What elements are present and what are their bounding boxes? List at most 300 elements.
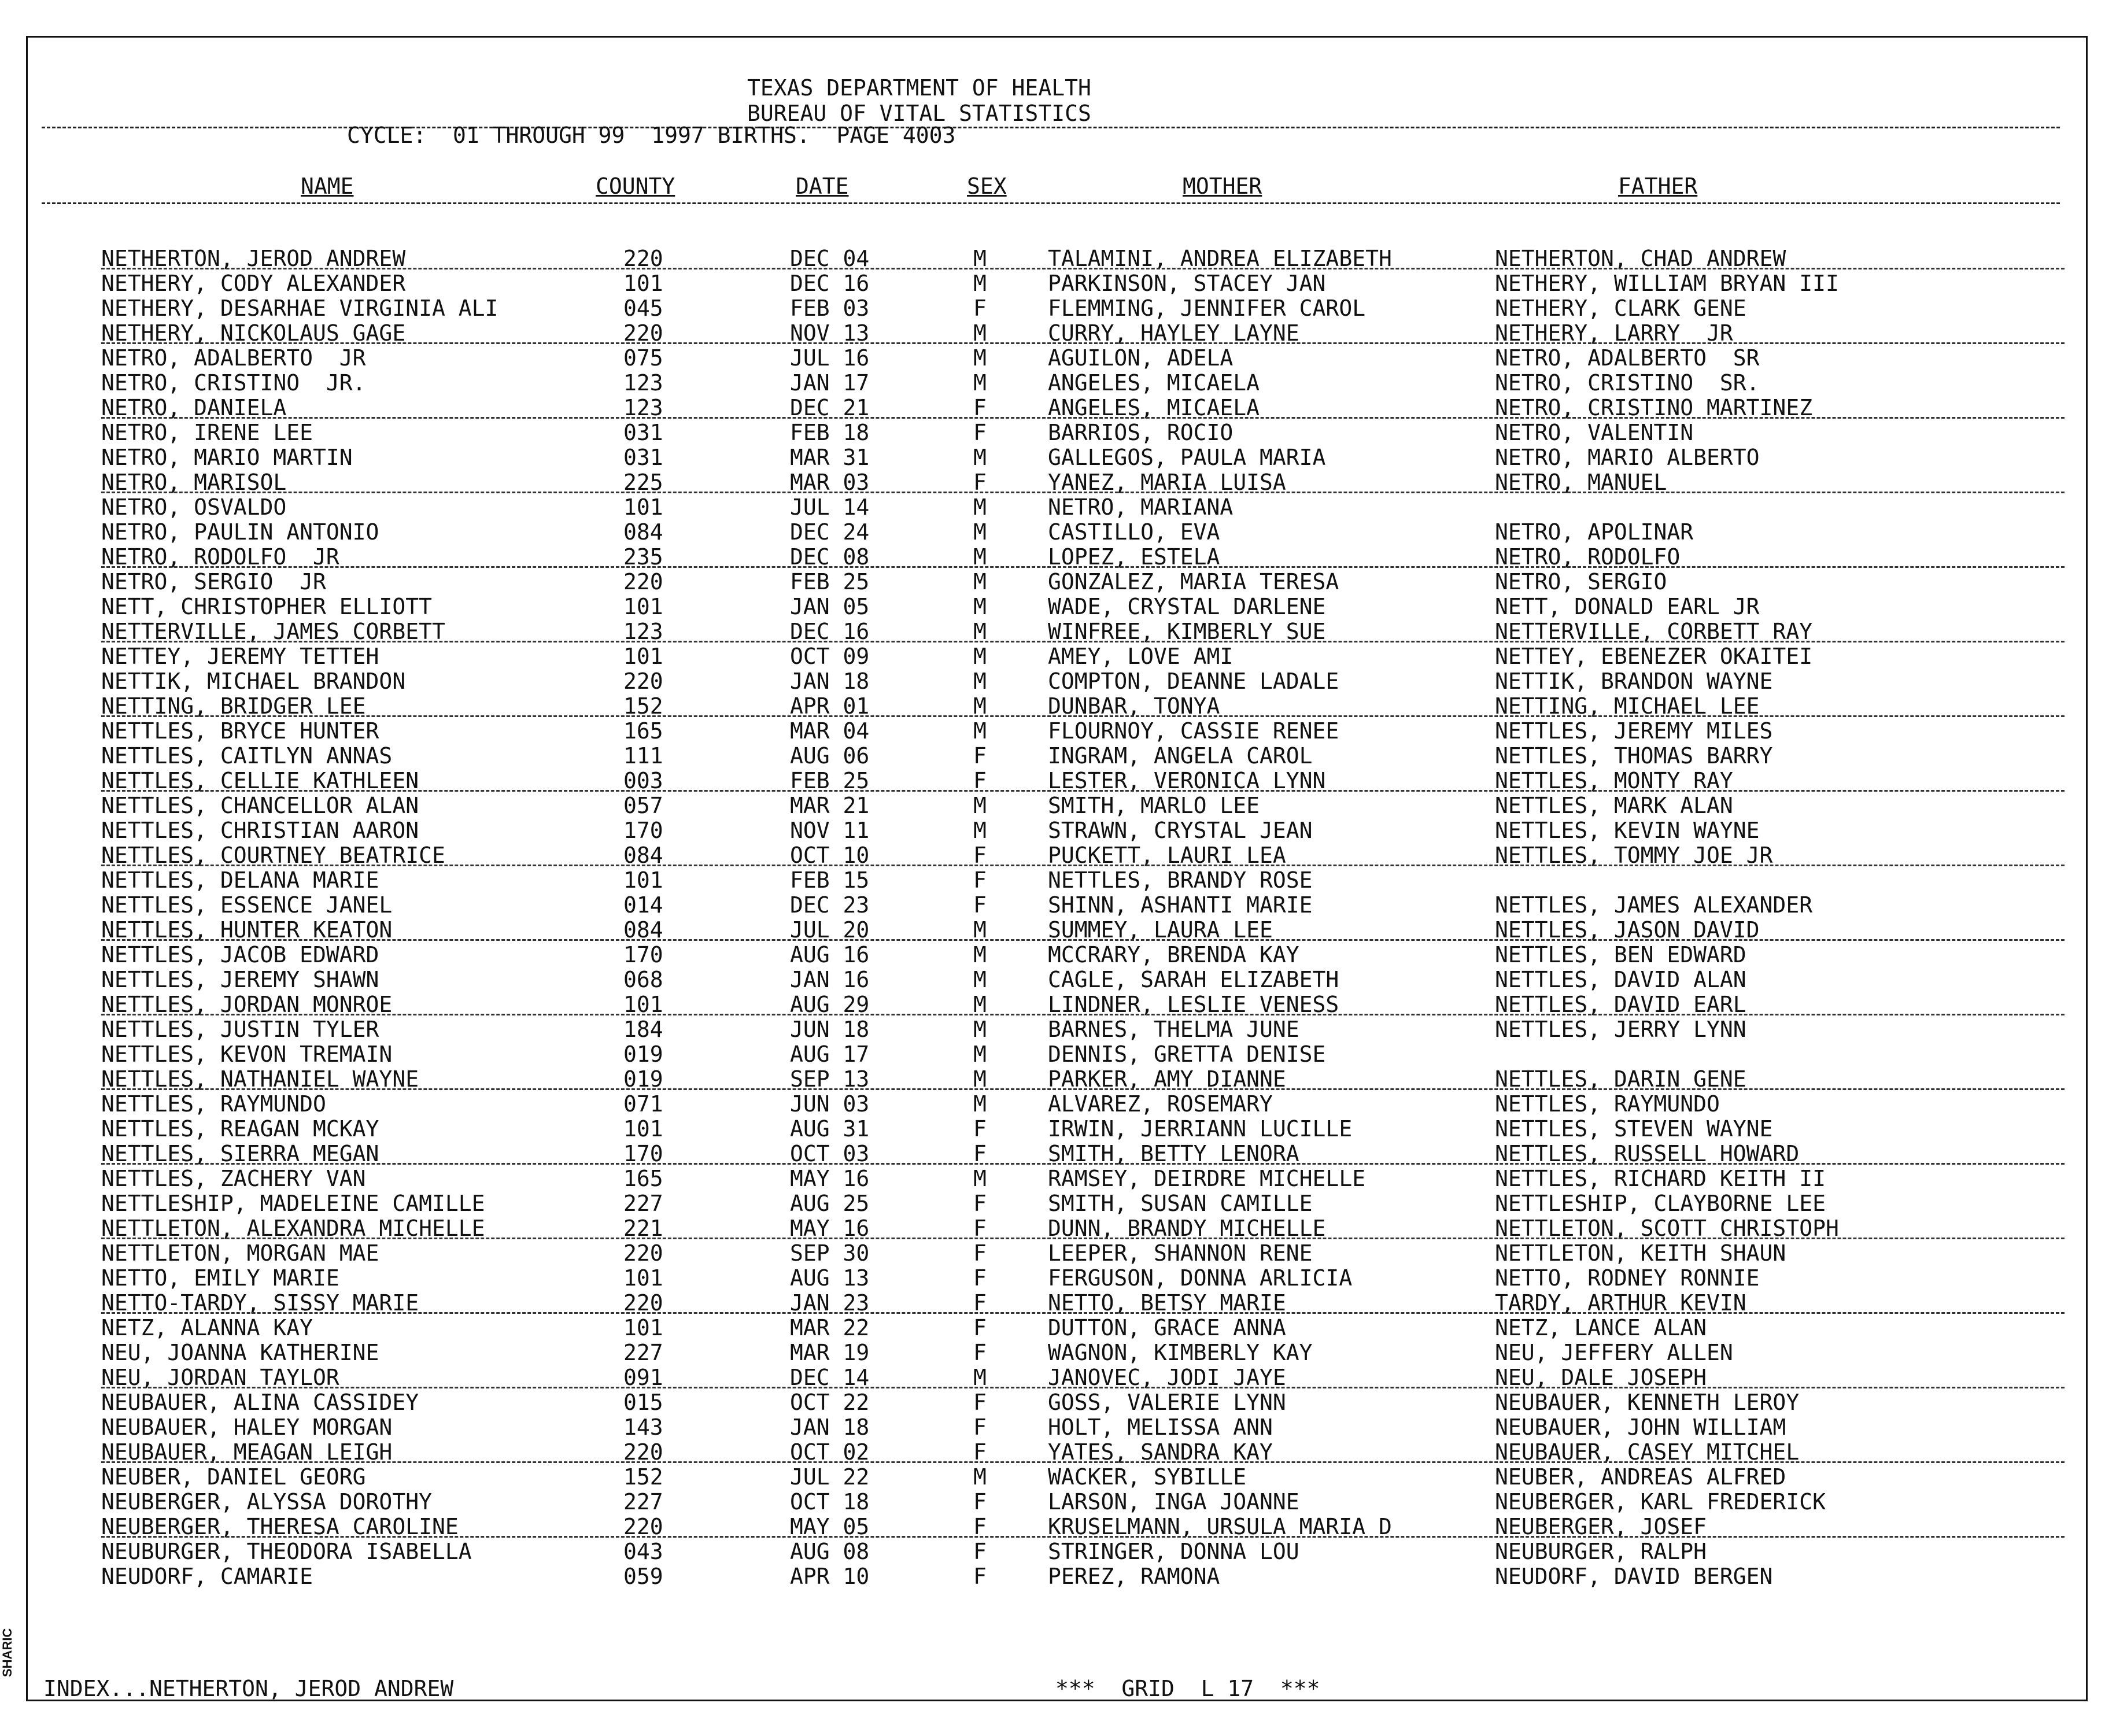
- record-date: AUG 17: [790, 1041, 870, 1067]
- record-father: NETTLES, KEVIN WAYNE: [1495, 818, 1760, 843]
- record-father: NETTLES, DARIN GENE: [1495, 1066, 1746, 1092]
- record-mother: MCCRARY, BRENDA KAY: [1048, 942, 1299, 967]
- record-mother: GALLEGOS, PAULA MARIA: [1048, 445, 1326, 470]
- record-father: NETTIK, BRANDON WAYNE: [1495, 668, 1773, 694]
- record-date: DEC 21: [790, 395, 870, 420]
- record-sex: M: [973, 544, 987, 570]
- record-name: NETTLES, CHRISTIAN AARON: [101, 818, 419, 843]
- record-mother: YANEZ, MARIA LUISA: [1048, 470, 1286, 495]
- record-county: 101: [623, 1265, 663, 1291]
- record-mother: WADE, CRYSTAL DARLENE: [1048, 594, 1326, 619]
- record-mother: JANOVEC, JODI JAYE: [1048, 1365, 1286, 1390]
- column-header-father: FATHER: [1618, 173, 1698, 199]
- record-father: NETTLES, RAYMUNDO: [1495, 1091, 1720, 1117]
- record-row: [0, 1440, 2105, 1465]
- record-mother: STRINGER, DONNA LOU: [1048, 1539, 1299, 1564]
- record-county: 101: [623, 1315, 663, 1340]
- record-name: NETTLES, BRYCE HUNTER: [101, 718, 379, 744]
- record-county: 123: [623, 395, 663, 420]
- record-father: NETRO, CRISTINO SR.: [1495, 370, 1760, 396]
- record-sex: M: [973, 619, 987, 644]
- record-county: 221: [623, 1216, 663, 1241]
- record-father: NETTLES, RUSSELL HOWARD: [1495, 1141, 1800, 1166]
- record-row: [0, 719, 2105, 744]
- record-date: DEC 04: [790, 246, 870, 271]
- record-row: [0, 1515, 2105, 1539]
- record-name: NETTLES, JACOB EDWARD: [101, 942, 379, 967]
- record-mother: CURRY, HAYLEY LAYNE: [1048, 320, 1299, 346]
- record-sex: F: [973, 470, 987, 495]
- record-father: NETTLETON, SCOTT CHRISTOPH: [1495, 1216, 1839, 1241]
- record-father: NETTEY, EBENEZER OKAITEI: [1495, 644, 1813, 669]
- record-county: 111: [623, 743, 663, 769]
- record-sex: M: [973, 1365, 987, 1390]
- record-father: NETTLES, DAVID ALAN: [1495, 967, 1746, 992]
- record-sex: F: [973, 1489, 987, 1515]
- record-name: NETTLES, COURTNEY BEATRICE: [101, 843, 445, 868]
- record-mother: COMPTON, DEANNE LADALE: [1048, 668, 1339, 694]
- record-father: NETTLETON, KEITH SHAUN: [1495, 1240, 1786, 1266]
- record-date: OCT 18: [790, 1489, 870, 1515]
- record-name: NETRO, IRENE LEE: [101, 420, 313, 445]
- record-county: 165: [623, 718, 663, 744]
- record-date: MAR 19: [790, 1340, 870, 1365]
- record-sex: M: [973, 992, 987, 1017]
- record-county: 220: [623, 668, 663, 694]
- record-date: AUG 06: [790, 743, 870, 769]
- record-name: NEUBER, DANIEL GEORG: [101, 1464, 366, 1490]
- record-name: NETTLES, ESSENCE JANEL: [101, 892, 393, 918]
- record-row: [0, 296, 2105, 321]
- record-date: DEC 16: [790, 271, 870, 296]
- record-date: APR 10: [790, 1564, 870, 1589]
- record-father: NEUBAUER, KENNETH LEROY: [1495, 1390, 1800, 1415]
- record-row: [0, 793, 2105, 818]
- record-mother: SMITH, SUSAN CAMILLE: [1048, 1191, 1313, 1216]
- record-name: NETRO, ADALBERTO JR: [101, 345, 366, 371]
- record-mother: LEEPER, SHANNON RENE: [1048, 1240, 1313, 1266]
- record-county: 031: [623, 420, 663, 445]
- record-date: MAR 31: [790, 445, 870, 470]
- record-mother: LARSON, INGA JOANNE: [1048, 1489, 1299, 1515]
- record-row: [0, 644, 2105, 669]
- record-row: [0, 1490, 2105, 1515]
- record-date: OCT 03: [790, 1141, 870, 1166]
- record-county: 019: [623, 1041, 663, 1067]
- record-name: NETHERY, CODY ALEXANDER: [101, 271, 406, 296]
- record-county: 225: [623, 470, 663, 495]
- record-sex: F: [973, 1290, 987, 1316]
- record-name: NETTLETON, MORGAN MAE: [101, 1240, 379, 1266]
- record-county: 170: [623, 1141, 663, 1166]
- record-county: 123: [623, 619, 663, 644]
- record-father: NETRO, RODOLFO: [1495, 544, 1681, 570]
- record-name: NETTERVILLE, JAMES CORBETT: [101, 619, 445, 644]
- record-mother: WAGNON, KIMBERLY KAY: [1048, 1340, 1313, 1365]
- record-father: NETTLES, MARK ALAN: [1495, 793, 1733, 818]
- record-date: JUL 16: [790, 345, 870, 371]
- record-county: 068: [623, 967, 663, 992]
- record-county: 220: [623, 1439, 663, 1465]
- record-county: 015: [623, 1390, 663, 1415]
- record-name: NETTLES, CAITLYN ANNAS: [101, 743, 393, 769]
- record-father: NETRO, CRISTINO MARTINEZ: [1495, 395, 1813, 420]
- record-row: [0, 1067, 2105, 1092]
- record-father: NEUBURGER, RALPH: [1495, 1539, 1707, 1564]
- record-mother: DUNN, BRANDY MICHELLE: [1048, 1216, 1326, 1241]
- record-county: 101: [623, 867, 663, 893]
- record-sex: F: [973, 1390, 987, 1415]
- record-sex: F: [973, 296, 987, 321]
- record-name: NETTLES, CELLIE KATHLEEN: [101, 768, 419, 793]
- record-mother: YATES, SANDRA KAY: [1048, 1439, 1273, 1465]
- record-name: NETHERY, NICKOLAUS GAGE: [101, 320, 406, 346]
- column-header-sex: SEX: [967, 173, 1007, 199]
- record-father: NETRO, APOLINAR: [1495, 519, 1694, 545]
- record-name: NETZ, ALANNA KAY: [101, 1315, 313, 1340]
- record-father: NETHERY, WILLIAM BRYAN III: [1495, 271, 1839, 296]
- record-date: JAN 18: [790, 668, 870, 694]
- record-county: 019: [623, 1066, 663, 1092]
- record-mother: PARKER, AMY DIANNE: [1048, 1066, 1286, 1092]
- record-county: 075: [623, 345, 663, 371]
- record-father: NEUBERGER, KARL FREDERICK: [1495, 1489, 1826, 1515]
- record-name: NETRO, DANIELA: [101, 395, 287, 420]
- record-mother: WACKER, SYBILLE: [1048, 1464, 1247, 1490]
- record-sex: F: [973, 1191, 987, 1216]
- record-date: AUG 29: [790, 992, 870, 1017]
- record-row: [0, 694, 2105, 719]
- record-father: NETTLES, RICHARD KEITH II: [1495, 1166, 1826, 1191]
- record-father: NETTLES, JEREMY MILES: [1495, 718, 1773, 744]
- record-row: [0, 1340, 2105, 1365]
- record-date: DEC 16: [790, 619, 870, 644]
- record-row: [0, 321, 2105, 346]
- record-date: JUL 20: [790, 917, 870, 943]
- record-father: NEUBER, ANDREAS ALFRED: [1495, 1464, 1786, 1490]
- record-county: 084: [623, 519, 663, 545]
- record-name: NETTLES, CHANCELLOR ALAN: [101, 793, 419, 818]
- record-county: 220: [623, 246, 663, 271]
- record-row: [0, 396, 2105, 420]
- record-mother: ANGELES, MICAELA: [1048, 395, 1260, 420]
- record-county: 101: [623, 594, 663, 619]
- record-row: [0, 1117, 2105, 1142]
- record-row: [0, 246, 2105, 271]
- record-date: JAN 17: [790, 370, 870, 396]
- record-mother: IRWIN, JERRIANN LUCILLE: [1048, 1116, 1353, 1142]
- record-date: FEB 25: [790, 569, 870, 594]
- record-name: NETRO, RODOLFO JR: [101, 544, 339, 570]
- record-father: NETTLES, TOMMY JOE JR: [1495, 843, 1773, 868]
- record-row: [0, 1142, 2105, 1166]
- record-county: 101: [623, 644, 663, 669]
- record-county: 123: [623, 370, 663, 396]
- record-row: [0, 371, 2105, 396]
- record-name: NEU, JORDAN TAYLOR: [101, 1365, 339, 1390]
- record-father: NEU, JEFFERY ALLEN: [1495, 1340, 1733, 1365]
- record-sex: M: [973, 271, 987, 296]
- record-row: [0, 893, 2105, 918]
- record-sex: M: [973, 445, 987, 470]
- record-sex: M: [973, 594, 987, 619]
- record-county: 101: [623, 271, 663, 296]
- record-mother: KRUSELMANN, URSULA MARIA D: [1048, 1514, 1392, 1539]
- record-sex: M: [973, 942, 987, 967]
- record-father: NETTLES, BEN EDWARD: [1495, 942, 1746, 967]
- record-sex: M: [973, 246, 987, 271]
- record-date: MAR 04: [790, 718, 870, 744]
- record-row: [0, 669, 2105, 694]
- record-name: NETTLETON, ALEXANDRA MICHELLE: [101, 1216, 485, 1241]
- record-name: NETTLES, JORDAN MONROE: [101, 992, 393, 1017]
- record-name: NETRO, PAULIN ANTONIO: [101, 519, 379, 545]
- record-father: NEUBAUER, CASEY MITCHEL: [1495, 1439, 1800, 1465]
- record-row: [0, 818, 2105, 843]
- record-name: NETRO, CRISTINO JR.: [101, 370, 366, 396]
- record-date: DEC 14: [790, 1365, 870, 1390]
- record-mother: STRAWN, CRYSTAL JEAN: [1048, 818, 1313, 843]
- record-mother: PEREZ, RAMONA: [1048, 1564, 1220, 1589]
- record-father: NETRO, ADALBERTO SR: [1495, 345, 1760, 371]
- record-date: AUG 31: [790, 1116, 870, 1142]
- record-father: NETRO, SERGIO: [1495, 569, 1667, 594]
- record-sex: M: [973, 569, 987, 594]
- record-row: [0, 1216, 2105, 1241]
- record-mother: AGUILON, ADELA: [1048, 345, 1234, 371]
- record-date: DEC 08: [790, 544, 870, 570]
- record-row: [0, 520, 2105, 545]
- record-row: [0, 1564, 2105, 1589]
- record-row: [0, 420, 2105, 445]
- record-row: [0, 570, 2105, 594]
- record-mother: SMITH, BETTY LENORA: [1048, 1141, 1299, 1166]
- record-date: DEC 23: [790, 892, 870, 918]
- record-county: 227: [623, 1340, 663, 1365]
- record-county: 057: [623, 793, 663, 818]
- record-mother: LINDNER, LESLIE VENESS: [1048, 992, 1339, 1017]
- record-county: 084: [623, 843, 663, 868]
- record-date: OCT 02: [790, 1439, 870, 1465]
- record-county: 014: [623, 892, 663, 918]
- record-county: 101: [623, 494, 663, 520]
- record-name: NETRO, MARIO MARTIN: [101, 445, 353, 470]
- record-name: NETTO, EMILY MARIE: [101, 1265, 339, 1291]
- column-header-mother: MOTHER: [1183, 173, 1262, 199]
- record-county: 220: [623, 1240, 663, 1266]
- record-row: [0, 943, 2105, 967]
- column-header-divider: [42, 202, 2060, 204]
- record-father: NETTLES, JAMES ALEXANDER: [1495, 892, 1813, 918]
- record-sex: M: [973, 917, 987, 943]
- record-mother: SUMMEY, LAURA LEE: [1048, 917, 1273, 943]
- record-sex: F: [973, 1315, 987, 1340]
- record-sex: M: [973, 370, 987, 396]
- record-date: JAN 16: [790, 967, 870, 992]
- record-mother: LESTER, VERONICA LYNN: [1048, 768, 1326, 793]
- record-name: NETTLES, KEVON TREMAIN: [101, 1041, 393, 1067]
- record-row: [0, 992, 2105, 1017]
- record-sex: M: [973, 320, 987, 346]
- record-date: JUN 18: [790, 1017, 870, 1042]
- record-name: NETHERY, DESARHAE VIRGINIA ALI: [101, 296, 498, 321]
- record-name: NETTLES, JUSTIN TYLER: [101, 1017, 379, 1042]
- record-row: [0, 1241, 2105, 1266]
- record-county: 091: [623, 1365, 663, 1390]
- record-name: NETTEY, JEREMY TETTEH: [101, 644, 379, 669]
- record-father: NETTLES, THOMAS BARRY: [1495, 743, 1773, 769]
- record-father: NEUBAUER, JOHN WILLIAM: [1495, 1414, 1786, 1440]
- record-sex: M: [973, 494, 987, 520]
- record-date: FEB 03: [790, 296, 870, 321]
- record-name: NETTLES, RAYMUNDO: [101, 1091, 326, 1117]
- record-sex: F: [973, 1265, 987, 1291]
- record-father: NETTING, MICHAEL LEE: [1495, 693, 1760, 719]
- record-date: SEP 13: [790, 1066, 870, 1092]
- record-mother: DUTTON, GRACE ANNA: [1048, 1315, 1286, 1340]
- record-county: 152: [623, 693, 663, 719]
- record-county: 170: [623, 942, 663, 967]
- record-row: [0, 769, 2105, 793]
- record-name: NETTLES, DELANA MARIE: [101, 867, 379, 893]
- record-mother: PARKINSON, STACEY JAN: [1048, 271, 1326, 296]
- record-mother: NETTO, BETSY MARIE: [1048, 1290, 1286, 1316]
- record-father: NETHERY, CLARK GENE: [1495, 296, 1746, 321]
- record-sex: M: [973, 668, 987, 694]
- record-mother: DENNIS, GRETTA DENISE: [1048, 1041, 1326, 1067]
- record-date: JAN 18: [790, 1414, 870, 1440]
- record-date: JUL 22: [790, 1464, 870, 1490]
- record-row: [0, 918, 2105, 943]
- record-mother: HOLT, MELISSA ANN: [1048, 1414, 1273, 1440]
- record-county: 170: [623, 818, 663, 843]
- record-row: [0, 1017, 2105, 1042]
- record-name: NEUBAUER, HALEY MORGAN: [101, 1414, 393, 1440]
- record-name: NEUDORF, CAMARIE: [101, 1564, 313, 1589]
- record-name: NEUBAUER, ALINA CASSIDEY: [101, 1390, 419, 1415]
- column-header-date: DATE: [796, 173, 849, 199]
- record-sex: M: [973, 818, 987, 843]
- record-sex: F: [973, 1240, 987, 1266]
- record-name: NEUBERGER, THERESA CAROLINE: [101, 1514, 459, 1539]
- record-date: AUG 13: [790, 1265, 870, 1291]
- record-father: NEU, DALE JOSEPH: [1495, 1365, 1707, 1390]
- record-father: NEUBERGER, JOSEF: [1495, 1514, 1707, 1539]
- record-mother: SMITH, MARLO LEE: [1048, 793, 1260, 818]
- record-sex: M: [973, 1166, 987, 1191]
- record-father: NETTLES, JASON DAVID: [1495, 917, 1760, 943]
- record-mother: NETRO, MARIANA: [1048, 494, 1234, 520]
- column-header-name: NAME: [301, 173, 354, 199]
- record-sex: F: [973, 1564, 987, 1589]
- record-father: NETTLES, DAVID EARL: [1495, 992, 1746, 1017]
- record-mother: FLOURNOY, CASSIE RENEE: [1048, 718, 1339, 744]
- record-date: OCT 22: [790, 1390, 870, 1415]
- record-sex: M: [973, 1091, 987, 1117]
- record-father: NETRO, MARIO ALBERTO: [1495, 445, 1760, 470]
- record-father: NETHERTON, CHAD ANDREW: [1495, 246, 1786, 271]
- record-row: [0, 1092, 2105, 1117]
- record-sex: F: [973, 743, 987, 769]
- record-row: [0, 1316, 2105, 1340]
- record-mother: INGRAM, ANGELA CAROL: [1048, 743, 1313, 769]
- record-date: OCT 10: [790, 843, 870, 868]
- record-name: NETT, CHRISTOPHER ELLIOTT: [101, 594, 432, 619]
- record-county: 031: [623, 445, 663, 470]
- record-sex: F: [973, 1439, 987, 1465]
- record-sex: M: [973, 1017, 987, 1042]
- record-mother: AMEY, LOVE AMI: [1048, 644, 1234, 669]
- record-county: 235: [623, 544, 663, 570]
- record-date: MAR 03: [790, 470, 870, 495]
- record-name: NEUBAUER, MEAGAN LEIGH: [101, 1439, 393, 1465]
- record-mother: FERGUSON, DONNA ARLICIA: [1048, 1265, 1353, 1291]
- record-father: NETTLES, STEVEN WAYNE: [1495, 1116, 1773, 1142]
- record-county: 084: [623, 917, 663, 943]
- record-row: [0, 619, 2105, 644]
- record-county: 059: [623, 1564, 663, 1589]
- record-row: [0, 1166, 2105, 1191]
- index-value: NETHERTON, JEROD ANDREW: [149, 1676, 454, 1701]
- record-father: NETTLES, MONTY RAY: [1495, 768, 1733, 793]
- record-father: NETT, DONALD EARL JR: [1495, 594, 1760, 619]
- record-date: FEB 15: [790, 867, 870, 893]
- record-county: 101: [623, 1116, 663, 1142]
- record-county: 220: [623, 320, 663, 346]
- record-mother: PUCKETT, LAURI LEA: [1048, 843, 1286, 868]
- record-row: [0, 1191, 2105, 1216]
- record-name: NETTLESHIP, MADELEINE CAMILLE: [101, 1191, 485, 1216]
- record-sex: M: [973, 1464, 987, 1490]
- record-row: [0, 967, 2105, 992]
- record-sex: M: [973, 793, 987, 818]
- record-sex: M: [973, 718, 987, 744]
- record-sex: F: [973, 1116, 987, 1142]
- record-date: AUG 08: [790, 1539, 870, 1564]
- record-mother: ANGELES, MICAELA: [1048, 370, 1260, 396]
- record-sex: F: [973, 1141, 987, 1166]
- record-date: FEB 18: [790, 420, 870, 445]
- record-row: [0, 495, 2105, 520]
- record-county: 101: [623, 992, 663, 1017]
- record-father: NETRO, VALENTIN: [1495, 420, 1694, 445]
- record-row: [0, 594, 2105, 619]
- record-county: 227: [623, 1489, 663, 1515]
- record-date: JUN 03: [790, 1091, 870, 1117]
- record-date: MAR 22: [790, 1315, 870, 1340]
- column-header-county: COUNTY: [596, 173, 675, 199]
- record-father: NEUDORF, DAVID BERGEN: [1495, 1564, 1773, 1589]
- record-name: NETRO, SERGIO JR: [101, 569, 326, 594]
- record-sex: M: [973, 644, 987, 669]
- record-date: AUG 16: [790, 942, 870, 967]
- record-row: [0, 1465, 2105, 1490]
- record-mother: FLEMMING, JENNIFER CAROL: [1048, 296, 1366, 321]
- record-county: 220: [623, 1514, 663, 1539]
- record-mother: DUNBAR, TONYA: [1048, 693, 1220, 719]
- record-father: NETTLES, JERRY LYNN: [1495, 1017, 1746, 1042]
- record-row: [0, 1042, 2105, 1067]
- record-row: [0, 868, 2105, 893]
- record-father: NETTLESHIP, CLAYBORNE LEE: [1495, 1191, 1826, 1216]
- record-name: NEUBERGER, ALYSSA DOROTHY: [101, 1489, 432, 1515]
- record-mother: RAMSEY, DEIRDRE MICHELLE: [1048, 1166, 1366, 1191]
- header-line-3: CYCLE: 01 THROUGH 99 1997 BIRTHS. PAGE 4003: [347, 123, 956, 148]
- record-county: 152: [623, 1464, 663, 1490]
- record-date: MAY 05: [790, 1514, 870, 1539]
- record-county: 165: [623, 1166, 663, 1191]
- side-label: SHARIC: [0, 1628, 14, 1677]
